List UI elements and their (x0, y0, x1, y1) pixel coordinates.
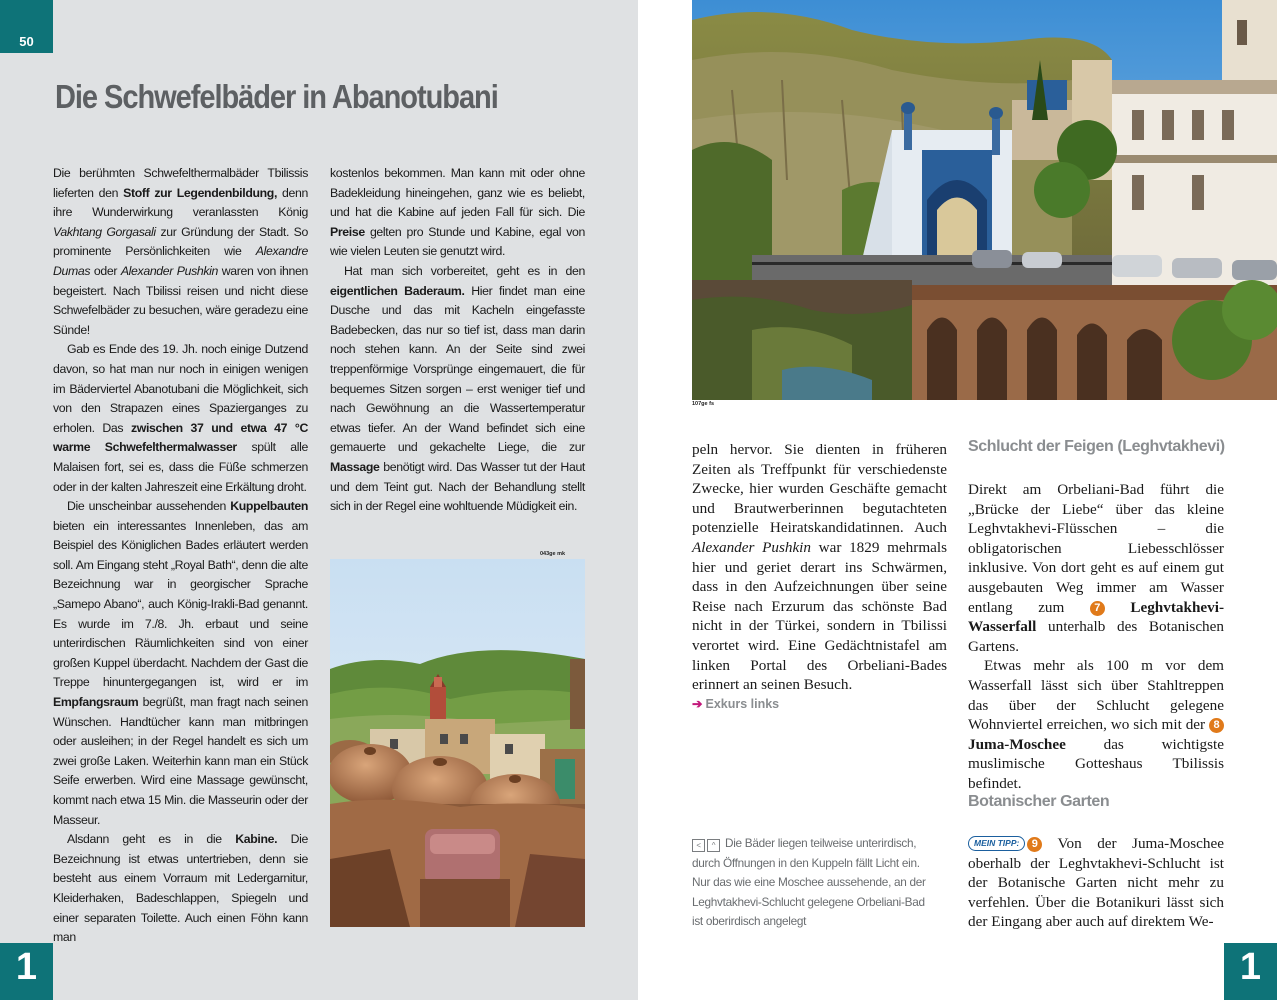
text-column-1: Die berühmten Schwefelthermalbäder Tbilissis lieferten den Stoff zur Legendenbildung, denn ihre Wunderwirkung veranlassten König Vakhtang Gorgasali zur Gründung der Stadt. So prominente Persönlichkeiten wie Alexandre Dumas oder Alexander Pushkin waren von ihnen begeistert. Nach Tbilissi reisen und nicht diese Schwefelbäder zu besuchen, wäre geradezu eine Sünde! Gab es Ende des 19. Jh. noch einige Dutzend davon, so hat man nur noch in einigen wenigen im Bäderviertel Abanotubani die Möglichkeit, sich von den Strapazen eines Spazierganges zu erholen. Das zwischen 37 und etwa 47 °C warme Schwefelthermalwasser spült alle Malaisen fort, sei es, dass die Füße schmerzen oder in der kalten Jahreszeit eine Erkältung droht. Die unscheinbar aussehenden Kuppelbauten bieten ein interessantes Innenleben, das am Beispiel des Königlichen Bades erläutert werden soll. Am Eingang steht „Royal Bath“, denn die alte Bezeichnung war in georgischer Sprache „Samepo Abano“, auch König-Irakli-Bad genannt. Es wurde im 7./8. Jh. erbaut und seine unterirdischen Räumlichkeiten sind von einer großen Kuppel überdacht. Nachdem der Gast die Treppe hinuntergegangen ist, wird er im Empfangsraum begrüßt, man fragt nach seinen Wünschen. Handtücher kann man mitbringen oder ausleihen; in der Regel handelt es sich um zwei große Laken. Weiterhin kann man ein Stück Seife erwerben. Wird eine Massage gewünscht, kommt nach etwa 15 Min. die Masseurin oder der Masseur. Alsdann geht es in die Kabine. Die Bezeichnung ist etwas untertrieben, denn sie besteht aus einem Vorraum mit Ledergarnitur, Kleiderhaken, Badeschlappen, Spiegeln und einer separaten Toilette. Auch einen Föhn kann man (53, 166, 309, 945)
photo-credit-left: 043ge mk (540, 551, 566, 557)
page-title: Die Schwefelbäder in Abanotubani (55, 78, 498, 115)
chapter-number-left: 1 (15, 946, 38, 988)
exkurs-label: Exkurs links (705, 697, 780, 711)
photo-caption: < ^ Die Bäder liegen teilweise unterirdisch, durch Öffnungen in den Kuppeln fällt Licht ein. Nur das wie eine Moschee aussehende, an der Leghvtakhevi-Schlucht gelegene Orbeliani-Bad ist oberirdisch angelegt (692, 836, 926, 929)
up-reference-icon: ^ (707, 839, 720, 852)
poi-marker-8: 8 (1209, 718, 1224, 733)
section-heading-schlucht: Schlucht der Feigen (Leghvtakhevi) (968, 438, 1225, 455)
chapter-tab-right (1224, 943, 1277, 1000)
photo-credit-top: 107ge fs (692, 401, 715, 407)
bathhouse-domes-photo (330, 559, 585, 927)
poi-marker-7: 7 (1090, 601, 1105, 616)
left-reference-icon: < (692, 839, 705, 852)
text-column-4: Direkt am Orbeliani-Bad führt die „Brücke der Liebe“ über das kleine Leghvtakhevi-Flüsschen – die obligatorischen Liebesschlösser inklusive. Von dort geht es auf einem gut ausgebauten Weg immer am Wasser entlang zum 7 Leghvtakhevi-Wasserfall unterhalb des Botanischen Gartens. Etwas mehr als 100 m vor dem Wasserfall lässt sich über Stahltreppen das über der Schlucht gelegene Wohnviertel erreichen, wo sich mit der 8 Juma-Moschee das wichtigste muslimische Gotteshaus Tbilissis befindet. (968, 481, 1225, 792)
orbeliani-bath-photo (692, 0, 1277, 400)
mein-tipp-badge: MEIN TIPP: (968, 836, 1025, 851)
chapter-tab-left (0, 943, 53, 1000)
page-number: 50 (19, 34, 34, 49)
text-column-4b: MEIN TIPP: 9 Von der Juma-Moschee oberhalb der Leghvtakhevi-Schlucht ist der Botanische Garten nicht mehr zu verfehlen. Über die Botanikuri lässt sich der Eingang aber auch auf direktem We- (968, 835, 1224, 931)
exkurs-link[interactable] (692, 696, 779, 711)
text-column-3: peln hervor. Sie dienten in früheren Zeiten als Treffpunkt für verschiedenste Zwecke, hier wurden Geschäfte gemacht und Brautwerberinnen begutachteten potenzielle Heiratskandidatinnen. Auch Alexander Pushkin war 1829 mehrmals hier und geriet derart ins Schwärmen, dass in den Aufzeichnungen über seine Reise nach Erzurum das schönste Bad nicht in der Türkei, sondern in Tbilissi verortet wird. Eine Gedächtnistafel am linken Portal des Orbeliani-Bades erinnert an seinen Besuch. (692, 441, 947, 694)
section-heading-garten: Botanischer Garten (968, 793, 1110, 810)
arrow-right-icon: ➔ (692, 697, 703, 711)
chapter-number-right: 1 (1239, 946, 1262, 988)
text-column-2: kostenlos bekommen. Man kann mit oder ohne Badekleidung hineingehen, ganz wie es beliebt, und hat die Kabine auf jeden Fall für sich. Die Preise gelten pro Stunde und Kabine, egal von wie vielen Leuten sie genutzt wird. Hat man sich vorbereitet, geht es in den eigentlichen Baderaum. Hier findet man eine Dusche und das mit Kacheln eingefasste Badebecken, das nur so tief ist, dass man darin noch stehen kann. An der Seite sind zwei treppenförmige Vorsprünge eingemauert, die für bequemes Sitzen sorgen – erst weniger tief und nach Gewöhnung an die Wassertemperatur etwas tiefer. An der Wand befindet sich eine gemauerte und gekachelte Liege, die zur Massage benötigt wird. Das Wasser tut der Haut und dem Teint gut. Nach der Behandlung stellt sich in der Regel eine wohltuende Müdigkeit ein. (330, 166, 585, 514)
page-number-tab (0, 0, 53, 53)
poi-marker-9: 9 (1027, 837, 1042, 852)
